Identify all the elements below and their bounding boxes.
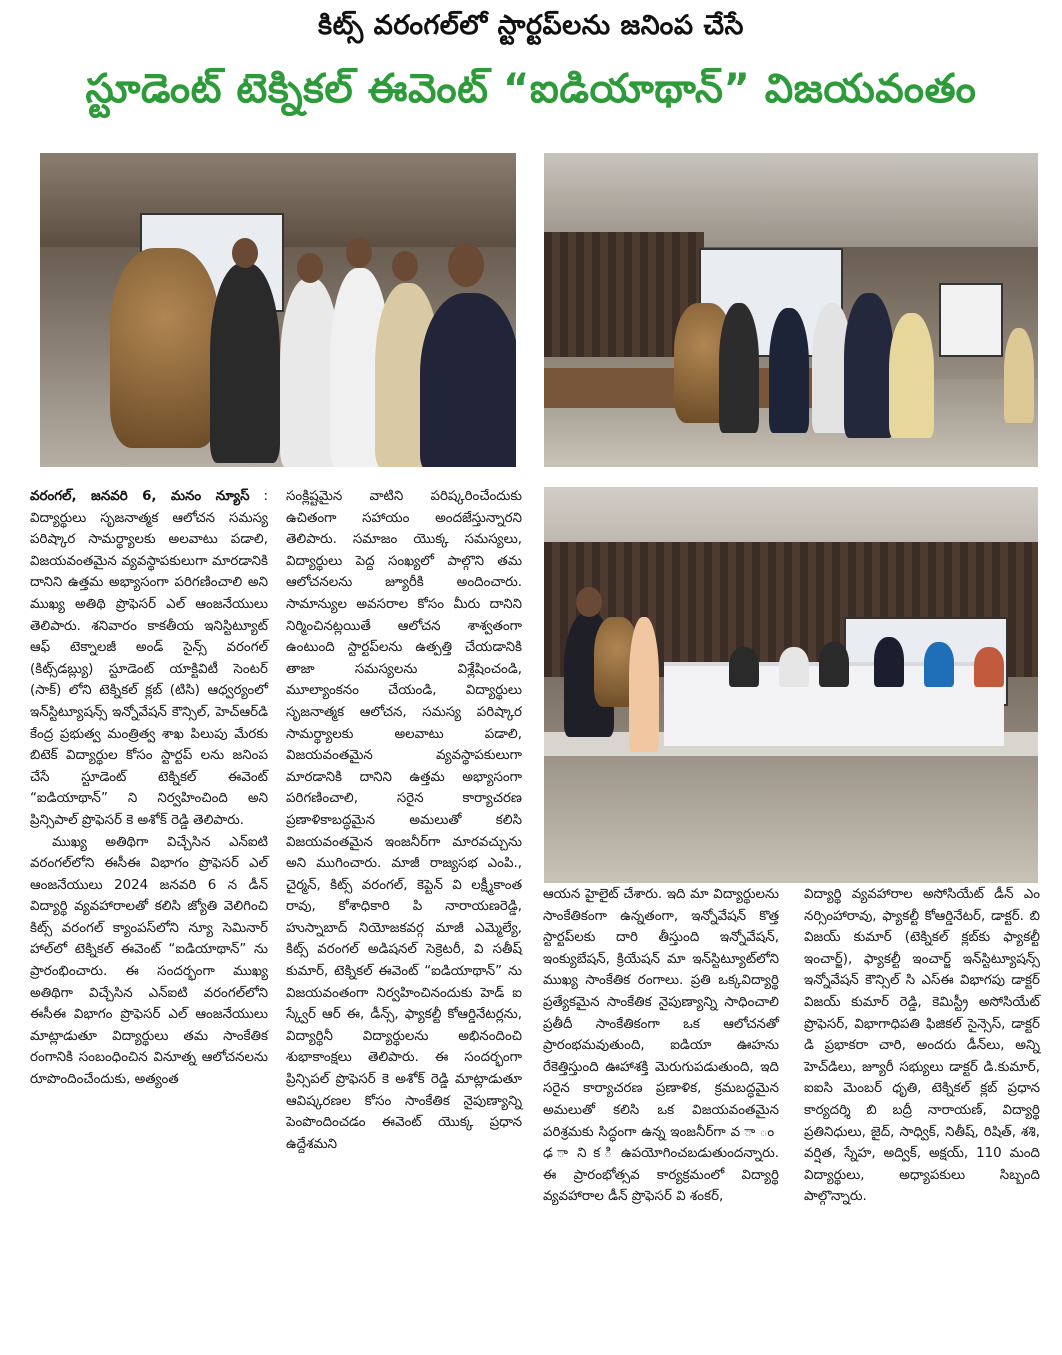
photo-panel-stage <box>544 487 1038 883</box>
main-headline: స్టూడెంట్ టెక్నికల్ ఈవెంట్ “ఐడియాథాన్” విజయవంతం <box>85 66 977 112</box>
article-column-2 <box>286 486 522 1155</box>
photo-lamp-lighting-wide <box>544 153 1038 467</box>
paragraph-3: సంక్లిష్టమైన వాటిని పరిష్కరించేందుకు ఉచితంగా సహాయం అందజేస్తున్నారని తెలిపారు. సమాజం యొక్క సమస్యలు, విద్యార్థులు పెద్ద సంఖ్యలో పాల్గొని తమ ఆలోచనలను జ్యూరీకి అందించారు. సామాన్యుల అవసరాల కోసం మీరు దానిని నిర్మించినట్లయితే ఆలోచన శాశ్వతంగా ఉంటుంది స్టార్టప్‌లను ఉత్పత్తి చేయడానికి తాజా సమస్యలను విశ్లేషించండి, మూల్యాంకనం చేయండి, విద్యార్థులు సృజనాత్మక ఆలోచన, సమస్య పరిష్కార సామర్థ్యాలకు అలవాటు పడాలి, విజయవంతమైన వ్యవస్థాపకులుగా మారడానికి దానిని ఉత్తమ అభ్యాసంగా పరిగణించాలి, సరైన కార్యాచరణ ప్రణాళికాబద్ధమైన అమలుతో కలిసి విజయవంతమైన ఇంజనీర్‌గా మారవచ్చును అని ముగించారు. మాజీ రాజ్యసభ ఎంపి., చైర్మన్, కిట్స్ వరంగల్, కెప్టెన్ వి లక్ష్మీకాంత రావు, కోశాధికారి పి నారాయణరెడ్డి, హుస్నాబాద్ నియోజకవర్గ మాజీ ఎమ్మెల్యే, కిట్స్ వరంగల్ అడిషనల్ సెక్రెటరీ, వి సతీష్ కుమార్, టెక్నికల్ ఈవెంట్ “ఐడియాథాన్” ను విజయవంతంగా నిర్వహించినందుకు హెడ్ ఐ స్క్వేర్ ఆర్ ఈ, డీన్స్, ఫ్యాకల్టీ కోఆర్డినేటర్లను, విద్యార్థినీ విద్యార్థులను అభినందించి శుభాకాంక్షలు తెలిపారు. ఈ సందర్భంగా ప్రిన్సిపల్ ప్రొఫెసర్ కె అశోక్ రెడ్డి మాట్లాడుతూ ఆవిష్కరణల కోసం సాంకేతిక నైపుణ్యాన్ని పెంపొందించడం ఈవెంట్ యొక్క ప్రధాన ఉద్దేశమని <box>286 489 522 1152</box>
kicker-headline: కిట్స్ వరంగల్‌లో స్టార్టప్‌లను జనింప చేసే <box>318 10 744 41</box>
article-column-4 <box>804 884 1040 1208</box>
paragraph-1: : విద్యార్థులు సృజనాత్మక ఆలోచన సమస్య పరిష్కార సామర్థ్యాలకు అలవాటు పడాలి, విజయవంతమైన వ్యవస్థాపకులుగా మారడానికి దానిని ఉత్తమ అభ్యాసంగా పరిగణించాలి అని ముఖ్య అతిథి ప్రొఫెసర్ ఎల్ ఆంజనేయులు తెలిపారు. శనివారం కాకతీయ ఇనిస్టిట్యూట్ ఆఫ్ టెక్నాలజీ అండ్ సైన్స్ వరంగల్ (కిట్స్‌డబ్ల్యు) స్టూడెంట్ యాక్టివిటీ సెంటర్ (సాక్) లోని టెక్నికల్ క్లబ్ (టిసి) ఆధ్వర్యంలో ఇన్‌స్టిట్యూషన్స్ ఇన్నోవేషన్ కౌన్సిల్, హెచ్‌ఆర్‌డి కేంద్ర ప్రభుత్వ మంత్రిత్వ శాఖ పిలుపు మేరకు బిటెక్ విద్యార్థుల కోసం స్టార్టప్ లను జనింప చేసే స్టూడెంట్ టెక్నికల్ ఈవెంట్ “ఐడియాథాన్” ని నిర్వహించింది అని ప్రిన్సిపాల్ ప్రొఫెసర్ కె అశోక్ రెడ్డి తెలిపారు. <box>30 489 269 828</box>
paragraph-4: ఆయన హైలైట్ చేశారు. ఇది మా విద్యార్థులను సాంకేతికంగా ఉన్నతంగా, ఇన్నోవేషన్ కొత్త స్టార్టప్‌లకు దారి తీస్తుంది ఇన్నోవేషన్, ఇంక్యుబేషన్, క్రియేషన్ మా ఇన్‌స్టిట్యూట్‌లోని ముఖ్య సాంకేతిక రంగాలు. ప్రతి ఒక్కవిద్యార్థి ప్రత్యేకమైన సాంకేతిక నైపుణ్యాన్ని సాధించాలి ప్రతీదీ సాంకేతికంగా ఒక ఆలోచనతో ప్రారంభమవుతుంది, ఐడియా ఊహను రేకెత్తిస్తుంది ఊహాశక్తి మెరుగుపడుతుంది, ఇది సరైన కార్యాచరణ ప్రణాళిక, క్రమబద్ధమైన అమలుతో కలిసి ఒక విజయవంతమైన పరిశ్రమకు సిద్ధంగా ఉన్న ఇంజనీర్‌గా వ ా ం ‌ ఢ ా ని క ి ఉపయోగించబడుతుందన్నారు. ఈ ప్రారంభోత్సవ కార్యక్రమంలో విద్యార్థి వ్యవహారాల డీన్ ప్రొఫెసర్ వి శంకర్, <box>543 887 779 1205</box>
article-column-1 <box>30 486 268 1091</box>
article-column-3 <box>543 884 779 1208</box>
paragraph-2: ముఖ్య అతిథిగా విచ్చేసిన ఎన్ఐటి వరంగల్‌లోని ఈసీఈ విభాగం ప్రొఫెసర్ ఎల్ ఆంజనేయులు 2024 జనవరి 6 న డీన్ విద్యార్థి వ్యవహారాలతో కలిసి జ్యోతి వెలిగించి కిట్స్ వరంగల్ క్యాంపస్‌లోని న్యూ సెమినార్ హాల్‌లో టెక్నికల్ ఈవెంట్ “ఐడియాథాన్” ను ప్రారంభించారు. ఈ సందర్భంగా ముఖ్య అతిథిగా విచ్చేసిన ఎన్ఐటి వరంగల్‌లోని ఈసీఈ విభాగం ప్రొఫెసర్ ఎల్ ఆంజనేయులు మాట్లాడుతూ విద్యార్థులు తమ సాంకేతిక రంగానికి సంబంధించిన వినూత్న ఆలోచనలను రూపొందించేందుకు, అత్యంత <box>30 834 268 1088</box>
dateline: వరంగల్, జనవరి 6, మనం న్యూస్ <box>30 489 250 504</box>
paragraph-5: విద్యార్థి వ్యవహారాల అసోసియేట్ డీన్ ఎం నర్సింహారావు, ఫ్యాకల్టీ కోఆర్డినేటర్, డాక్టర్. బి విజయ్ కుమార్ (టెక్నికల్ క్లబ్‌కు ఫ్యాకల్టీ ఇంచార్జ్), ఫ్యాకల్టీ ఇంచార్జ్ ఇన్‌స్టిట్యూషన్స్ ఇన్నోవేషన్ కౌన్సిల్ సి ఎస్ఈ విభాగపు డాక్టర్ విజయ్ కుమార్ రెడ్డి, కెమిస్ట్రీ అసోసియేట్ ప్రొఫెసర్, విభాగాధిపతి ఫిజికల్ సైన్సెస్, డాక్టర్ డి ప్రభాకరా చారి, అందరు డీన్‌లు, అన్ని హెచ్‌డిలు, జ్యూరీ సభ్యులు డాక్టర్ డి.కుమార్, ఐఐసి మెంబర్ ధృతి, టెక్నికల్ క్లబ్ ప్రధాన కార్యదర్శి బి బద్రీ నారాయణ్, విద్యార్థి ప్రతినిధులు, జైద్, సాధ్విక్, నితీష్, రిషిత్, శశి, వర్షిత, స్నేహ, అద్విక్, అక్షయ్, 110 మంది విద్యార్థులు, అధ్యాపకులు సిబ్బంది పాల్గొన్నారు. <box>804 887 1040 1205</box>
idol-statue <box>110 248 220 448</box>
photo-lamp-lighting <box>40 153 516 467</box>
